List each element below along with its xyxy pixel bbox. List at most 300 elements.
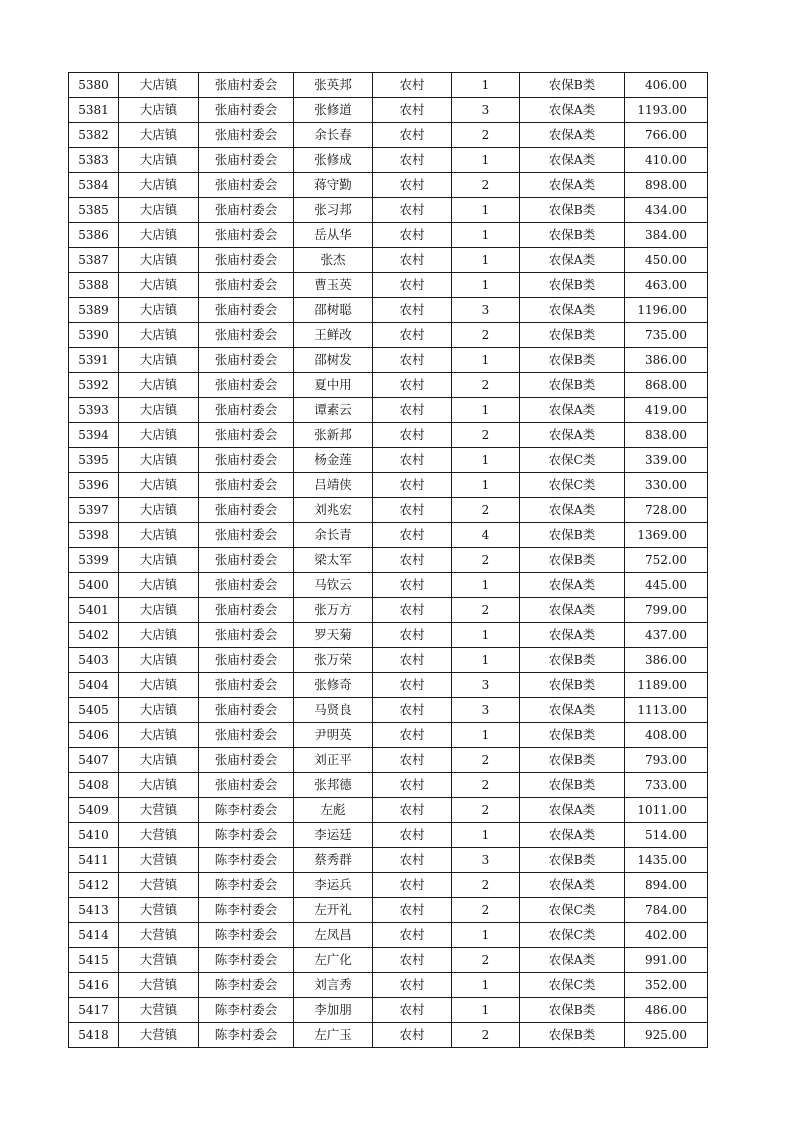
cell-person-name: 岳从华 xyxy=(294,223,373,248)
cell-insurance-category: 农保A类 xyxy=(520,798,625,823)
cell-town: 大营镇 xyxy=(119,923,199,948)
cell-residence-type: 农村 xyxy=(373,448,452,473)
cell-insurance-category: 农保B类 xyxy=(520,723,625,748)
cell-residence-type: 农村 xyxy=(373,148,452,173)
cell-town: 大店镇 xyxy=(119,523,199,548)
cell-row-number: 5406 xyxy=(69,723,119,748)
cell-household-count: 2 xyxy=(452,373,520,398)
cell-town: 大店镇 xyxy=(119,123,199,148)
cell-village-committee: 陈李村委会 xyxy=(199,973,294,998)
cell-row-number: 5403 xyxy=(69,648,119,673)
cell-amount: 752.00 xyxy=(625,548,708,573)
table-row xyxy=(69,973,708,998)
cell-person-name: 杨金莲 xyxy=(294,448,373,473)
cell-row-number: 5404 xyxy=(69,673,119,698)
cell-village-committee: 张庙村委会 xyxy=(199,198,294,223)
cell-person-name: 马贤良 xyxy=(294,698,373,723)
cell-row-number: 5407 xyxy=(69,748,119,773)
cell-row-number: 5405 xyxy=(69,698,119,723)
cell-village-committee: 张庙村委会 xyxy=(199,473,294,498)
table-row xyxy=(69,723,708,748)
cell-town: 大营镇 xyxy=(119,823,199,848)
cell-household-count: 1 xyxy=(452,148,520,173)
cell-person-name: 张修奇 xyxy=(294,673,373,698)
cell-amount: 894.00 xyxy=(625,873,708,898)
cell-town: 大店镇 xyxy=(119,473,199,498)
cell-household-count: 2 xyxy=(452,898,520,923)
cell-insurance-category: 农保C类 xyxy=(520,898,625,923)
cell-insurance-category: 农保B类 xyxy=(520,1023,625,1048)
cell-row-number: 5402 xyxy=(69,623,119,648)
cell-insurance-category: 农保A类 xyxy=(520,248,625,273)
table-row xyxy=(69,673,708,698)
cell-residence-type: 农村 xyxy=(373,923,452,948)
cell-town: 大店镇 xyxy=(119,348,199,373)
cell-village-committee: 张庙村委会 xyxy=(199,248,294,273)
table-row xyxy=(69,373,708,398)
cell-insurance-category: 农保B类 xyxy=(520,223,625,248)
cell-residence-type: 农村 xyxy=(373,348,452,373)
cell-person-name: 邵树发 xyxy=(294,348,373,373)
cell-amount: 419.00 xyxy=(625,398,708,423)
table-row xyxy=(69,173,708,198)
cell-residence-type: 农村 xyxy=(373,573,452,598)
cell-person-name: 刘正平 xyxy=(294,748,373,773)
cell-household-count: 3 xyxy=(452,698,520,723)
data-table xyxy=(68,72,708,1048)
cell-row-number: 5387 xyxy=(69,248,119,273)
table-row xyxy=(69,1023,708,1048)
cell-amount: 766.00 xyxy=(625,123,708,148)
cell-household-count: 2 xyxy=(452,748,520,773)
cell-town: 大店镇 xyxy=(119,73,199,98)
cell-insurance-category: 农保A类 xyxy=(520,573,625,598)
table-row xyxy=(69,648,708,673)
cell-person-name: 王鲜改 xyxy=(294,323,373,348)
cell-village-committee: 张庙村委会 xyxy=(199,573,294,598)
cell-village-committee: 陈李村委会 xyxy=(199,823,294,848)
cell-person-name: 张万方 xyxy=(294,598,373,623)
cell-insurance-category: 农保A类 xyxy=(520,298,625,323)
cell-residence-type: 农村 xyxy=(373,473,452,498)
cell-household-count: 2 xyxy=(452,948,520,973)
cell-village-committee: 张庙村委会 xyxy=(199,673,294,698)
cell-row-number: 5417 xyxy=(69,998,119,1023)
cell-residence-type: 农村 xyxy=(373,648,452,673)
table-row xyxy=(69,823,708,848)
table-row xyxy=(69,598,708,623)
cell-village-committee: 张庙村委会 xyxy=(199,223,294,248)
cell-town: 大店镇 xyxy=(119,548,199,573)
cell-residence-type: 农村 xyxy=(373,523,452,548)
cell-town: 大店镇 xyxy=(119,498,199,523)
cell-amount: 735.00 xyxy=(625,323,708,348)
cell-household-count: 2 xyxy=(452,498,520,523)
cell-amount: 434.00 xyxy=(625,198,708,223)
cell-row-number: 5389 xyxy=(69,298,119,323)
cell-household-count: 1 xyxy=(452,923,520,948)
cell-row-number: 5398 xyxy=(69,523,119,548)
cell-village-committee: 张庙村委会 xyxy=(199,348,294,373)
table-row xyxy=(69,348,708,373)
cell-insurance-category: 农保A类 xyxy=(520,698,625,723)
cell-village-committee: 张庙村委会 xyxy=(199,698,294,723)
cell-insurance-category: 农保C类 xyxy=(520,973,625,998)
cell-insurance-category: 农保B类 xyxy=(520,673,625,698)
cell-insurance-category: 农保B类 xyxy=(520,73,625,98)
cell-household-count: 1 xyxy=(452,198,520,223)
cell-household-count: 2 xyxy=(452,1023,520,1048)
cell-village-committee: 张庙村委会 xyxy=(199,598,294,623)
cell-household-count: 2 xyxy=(452,323,520,348)
cell-row-number: 5392 xyxy=(69,373,119,398)
cell-insurance-category: 农保A类 xyxy=(520,598,625,623)
cell-person-name: 吕靖侠 xyxy=(294,473,373,498)
cell-town: 大店镇 xyxy=(119,198,199,223)
cell-row-number: 5382 xyxy=(69,123,119,148)
cell-town: 大店镇 xyxy=(119,573,199,598)
cell-village-committee: 陈李村委会 xyxy=(199,873,294,898)
cell-village-committee: 张庙村委会 xyxy=(199,748,294,773)
table-row xyxy=(69,798,708,823)
cell-person-name: 尹明英 xyxy=(294,723,373,748)
cell-town: 大店镇 xyxy=(119,298,199,323)
table-row xyxy=(69,473,708,498)
cell-town: 大营镇 xyxy=(119,898,199,923)
cell-household-count: 2 xyxy=(452,123,520,148)
table-row xyxy=(69,773,708,798)
cell-town: 大店镇 xyxy=(119,323,199,348)
table-row xyxy=(69,423,708,448)
cell-village-committee: 张庙村委会 xyxy=(199,773,294,798)
cell-amount: 1011.00 xyxy=(625,798,708,823)
cell-person-name: 张修道 xyxy=(294,98,373,123)
cell-insurance-category: 农保A类 xyxy=(520,948,625,973)
cell-insurance-category: 农保B类 xyxy=(520,198,625,223)
cell-residence-type: 农村 xyxy=(373,623,452,648)
cell-amount: 463.00 xyxy=(625,273,708,298)
cell-row-number: 5395 xyxy=(69,448,119,473)
cell-amount: 445.00 xyxy=(625,573,708,598)
cell-household-count: 1 xyxy=(452,223,520,248)
table-row xyxy=(69,623,708,648)
cell-village-committee: 张庙村委会 xyxy=(199,398,294,423)
cell-town: 大店镇 xyxy=(119,423,199,448)
cell-town: 大店镇 xyxy=(119,173,199,198)
cell-household-count: 2 xyxy=(452,423,520,448)
cell-residence-type: 农村 xyxy=(373,248,452,273)
cell-town: 大店镇 xyxy=(119,773,199,798)
cell-household-count: 2 xyxy=(452,798,520,823)
cell-residence-type: 农村 xyxy=(373,398,452,423)
cell-household-count: 1 xyxy=(452,248,520,273)
cell-household-count: 1 xyxy=(452,398,520,423)
cell-person-name: 张杰 xyxy=(294,248,373,273)
cell-insurance-category: 农保B类 xyxy=(520,548,625,573)
cell-insurance-category: 农保B类 xyxy=(520,523,625,548)
cell-insurance-category: 农保A类 xyxy=(520,823,625,848)
cell-row-number: 5391 xyxy=(69,348,119,373)
cell-amount: 898.00 xyxy=(625,173,708,198)
cell-household-count: 1 xyxy=(452,623,520,648)
cell-residence-type: 农村 xyxy=(373,723,452,748)
cell-insurance-category: 农保A类 xyxy=(520,123,625,148)
cell-row-number: 5408 xyxy=(69,773,119,798)
cell-village-committee: 张庙村委会 xyxy=(199,123,294,148)
cell-amount: 386.00 xyxy=(625,348,708,373)
cell-person-name: 余长青 xyxy=(294,523,373,548)
cell-residence-type: 农村 xyxy=(373,273,452,298)
table-row xyxy=(69,748,708,773)
cell-town: 大店镇 xyxy=(119,398,199,423)
cell-town: 大店镇 xyxy=(119,448,199,473)
cell-person-name: 曹玉英 xyxy=(294,273,373,298)
table-row xyxy=(69,523,708,548)
cell-residence-type: 农村 xyxy=(373,198,452,223)
cell-amount: 733.00 xyxy=(625,773,708,798)
cell-row-number: 5400 xyxy=(69,573,119,598)
cell-residence-type: 农村 xyxy=(373,548,452,573)
cell-village-committee: 张庙村委会 xyxy=(199,723,294,748)
table-row xyxy=(69,398,708,423)
table-row xyxy=(69,223,708,248)
cell-town: 大店镇 xyxy=(119,98,199,123)
cell-residence-type: 农村 xyxy=(373,423,452,448)
cell-town: 大营镇 xyxy=(119,1023,199,1048)
cell-amount: 486.00 xyxy=(625,998,708,1023)
cell-household-count: 1 xyxy=(452,448,520,473)
cell-residence-type: 农村 xyxy=(373,998,452,1023)
cell-household-count: 4 xyxy=(452,523,520,548)
cell-insurance-category: 农保B类 xyxy=(520,323,625,348)
table-row xyxy=(69,923,708,948)
cell-residence-type: 农村 xyxy=(373,873,452,898)
cell-insurance-category: 农保A类 xyxy=(520,498,625,523)
cell-person-name: 左开礼 xyxy=(294,898,373,923)
cell-amount: 868.00 xyxy=(625,373,708,398)
table-row xyxy=(69,323,708,348)
cell-insurance-category: 农保B类 xyxy=(520,998,625,1023)
cell-household-count: 1 xyxy=(452,998,520,1023)
cell-insurance-category: 农保B类 xyxy=(520,348,625,373)
cell-village-committee: 张庙村委会 xyxy=(199,448,294,473)
cell-insurance-category: 农保A类 xyxy=(520,148,625,173)
cell-household-count: 1 xyxy=(452,273,520,298)
cell-town: 大营镇 xyxy=(119,798,199,823)
cell-village-committee: 张庙村委会 xyxy=(199,648,294,673)
cell-residence-type: 农村 xyxy=(373,598,452,623)
cell-row-number: 5416 xyxy=(69,973,119,998)
cell-person-name: 刘兆宏 xyxy=(294,498,373,523)
cell-row-number: 5410 xyxy=(69,823,119,848)
table-row xyxy=(69,548,708,573)
cell-amount: 925.00 xyxy=(625,1023,708,1048)
cell-amount: 1193.00 xyxy=(625,98,708,123)
cell-person-name: 李运廷 xyxy=(294,823,373,848)
cell-amount: 437.00 xyxy=(625,623,708,648)
cell-insurance-category: 农保B类 xyxy=(520,373,625,398)
cell-household-count: 3 xyxy=(452,673,520,698)
cell-household-count: 3 xyxy=(452,298,520,323)
cell-insurance-category: 农保A类 xyxy=(520,873,625,898)
cell-row-number: 5385 xyxy=(69,198,119,223)
table-row xyxy=(69,298,708,323)
cell-insurance-category: 农保B类 xyxy=(520,273,625,298)
cell-village-committee: 陈李村委会 xyxy=(199,848,294,873)
cell-person-name: 刘言秀 xyxy=(294,973,373,998)
table-row xyxy=(69,898,708,923)
cell-village-committee: 陈李村委会 xyxy=(199,998,294,1023)
cell-village-committee: 张庙村委会 xyxy=(199,623,294,648)
cell-village-committee: 陈李村委会 xyxy=(199,798,294,823)
cell-amount: 784.00 xyxy=(625,898,708,923)
cell-amount: 330.00 xyxy=(625,473,708,498)
cell-insurance-category: 农保A类 xyxy=(520,173,625,198)
cell-amount: 339.00 xyxy=(625,448,708,473)
cell-person-name: 张修成 xyxy=(294,148,373,173)
cell-row-number: 5418 xyxy=(69,1023,119,1048)
cell-row-number: 5384 xyxy=(69,173,119,198)
cell-insurance-category: 农保B类 xyxy=(520,773,625,798)
cell-town: 大营镇 xyxy=(119,973,199,998)
cell-residence-type: 农村 xyxy=(373,373,452,398)
cell-town: 大营镇 xyxy=(119,948,199,973)
cell-row-number: 5411 xyxy=(69,848,119,873)
table-row xyxy=(69,873,708,898)
cell-row-number: 5396 xyxy=(69,473,119,498)
cell-residence-type: 农村 xyxy=(373,98,452,123)
cell-insurance-category: 农保A类 xyxy=(520,423,625,448)
cell-household-count: 1 xyxy=(452,473,520,498)
cell-row-number: 5415 xyxy=(69,948,119,973)
cell-household-count: 1 xyxy=(452,823,520,848)
cell-residence-type: 农村 xyxy=(373,73,452,98)
cell-person-name: 左广化 xyxy=(294,948,373,973)
cell-village-committee: 陈李村委会 xyxy=(199,898,294,923)
cell-insurance-category: 农保C类 xyxy=(520,448,625,473)
cell-row-number: 5409 xyxy=(69,798,119,823)
cell-person-name: 谭素云 xyxy=(294,398,373,423)
table-row xyxy=(69,198,708,223)
table-row xyxy=(69,573,708,598)
cell-person-name: 罗天菊 xyxy=(294,623,373,648)
cell-amount: 352.00 xyxy=(625,973,708,998)
table-row xyxy=(69,948,708,973)
cell-town: 大店镇 xyxy=(119,598,199,623)
table-body xyxy=(69,73,708,1048)
cell-person-name: 邵树聪 xyxy=(294,298,373,323)
cell-residence-type: 农村 xyxy=(373,1023,452,1048)
cell-row-number: 5401 xyxy=(69,598,119,623)
cell-household-count: 2 xyxy=(452,598,520,623)
cell-row-number: 5388 xyxy=(69,273,119,298)
cell-person-name: 夏中用 xyxy=(294,373,373,398)
cell-insurance-category: 农保C类 xyxy=(520,923,625,948)
cell-person-name: 张万荣 xyxy=(294,648,373,673)
cell-household-count: 2 xyxy=(452,173,520,198)
cell-amount: 728.00 xyxy=(625,498,708,523)
cell-person-name: 张习邦 xyxy=(294,198,373,223)
cell-household-count: 1 xyxy=(452,973,520,998)
cell-village-committee: 陈李村委会 xyxy=(199,1023,294,1048)
cell-amount: 991.00 xyxy=(625,948,708,973)
cell-person-name: 张新邦 xyxy=(294,423,373,448)
cell-amount: 1196.00 xyxy=(625,298,708,323)
cell-person-name: 左彪 xyxy=(294,798,373,823)
cell-town: 大店镇 xyxy=(119,673,199,698)
cell-town: 大营镇 xyxy=(119,873,199,898)
cell-household-count: 1 xyxy=(452,723,520,748)
table-row xyxy=(69,98,708,123)
cell-town: 大店镇 xyxy=(119,223,199,248)
cell-town: 大营镇 xyxy=(119,848,199,873)
cell-insurance-category: 农保B类 xyxy=(520,648,625,673)
cell-village-committee: 张庙村委会 xyxy=(199,548,294,573)
cell-household-count: 2 xyxy=(452,548,520,573)
cell-person-name: 梁太军 xyxy=(294,548,373,573)
cell-residence-type: 农村 xyxy=(373,948,452,973)
cell-amount: 1435.00 xyxy=(625,848,708,873)
cell-town: 大店镇 xyxy=(119,148,199,173)
cell-amount: 1369.00 xyxy=(625,523,708,548)
cell-town: 大店镇 xyxy=(119,248,199,273)
cell-amount: 408.00 xyxy=(625,723,708,748)
cell-amount: 410.00 xyxy=(625,148,708,173)
cell-residence-type: 农村 xyxy=(373,498,452,523)
cell-amount: 838.00 xyxy=(625,423,708,448)
cell-residence-type: 农村 xyxy=(373,223,452,248)
cell-insurance-category: 农保A类 xyxy=(520,398,625,423)
table-row xyxy=(69,148,708,173)
cell-town: 大店镇 xyxy=(119,748,199,773)
cell-insurance-category: 农保C类 xyxy=(520,473,625,498)
table-row xyxy=(69,498,708,523)
cell-town: 大店镇 xyxy=(119,623,199,648)
cell-row-number: 5386 xyxy=(69,223,119,248)
cell-row-number: 5399 xyxy=(69,548,119,573)
cell-person-name: 张英邦 xyxy=(294,73,373,98)
cell-person-name: 马钦云 xyxy=(294,573,373,598)
cell-household-count: 2 xyxy=(452,773,520,798)
cell-village-committee: 张庙村委会 xyxy=(199,423,294,448)
cell-amount: 799.00 xyxy=(625,598,708,623)
cell-insurance-category: 农保B类 xyxy=(520,848,625,873)
cell-residence-type: 农村 xyxy=(373,698,452,723)
cell-village-committee: 张庙村委会 xyxy=(199,498,294,523)
cell-household-count: 1 xyxy=(452,348,520,373)
cell-residence-type: 农村 xyxy=(373,323,452,348)
table-row xyxy=(69,273,708,298)
cell-village-committee: 张庙村委会 xyxy=(199,323,294,348)
table-row xyxy=(69,448,708,473)
cell-amount: 406.00 xyxy=(625,73,708,98)
cell-village-committee: 陈李村委会 xyxy=(199,948,294,973)
cell-person-name: 李运兵 xyxy=(294,873,373,898)
cell-village-committee: 陈李村委会 xyxy=(199,923,294,948)
cell-person-name: 余长春 xyxy=(294,123,373,148)
cell-insurance-category: 农保B类 xyxy=(520,748,625,773)
cell-amount: 1113.00 xyxy=(625,698,708,723)
cell-amount: 384.00 xyxy=(625,223,708,248)
cell-row-number: 5380 xyxy=(69,73,119,98)
table-row xyxy=(69,248,708,273)
cell-residence-type: 农村 xyxy=(373,298,452,323)
cell-person-name: 左广玉 xyxy=(294,1023,373,1048)
cell-village-committee: 张庙村委会 xyxy=(199,148,294,173)
table-row xyxy=(69,73,708,98)
cell-household-count: 1 xyxy=(452,648,520,673)
cell-town: 大店镇 xyxy=(119,698,199,723)
